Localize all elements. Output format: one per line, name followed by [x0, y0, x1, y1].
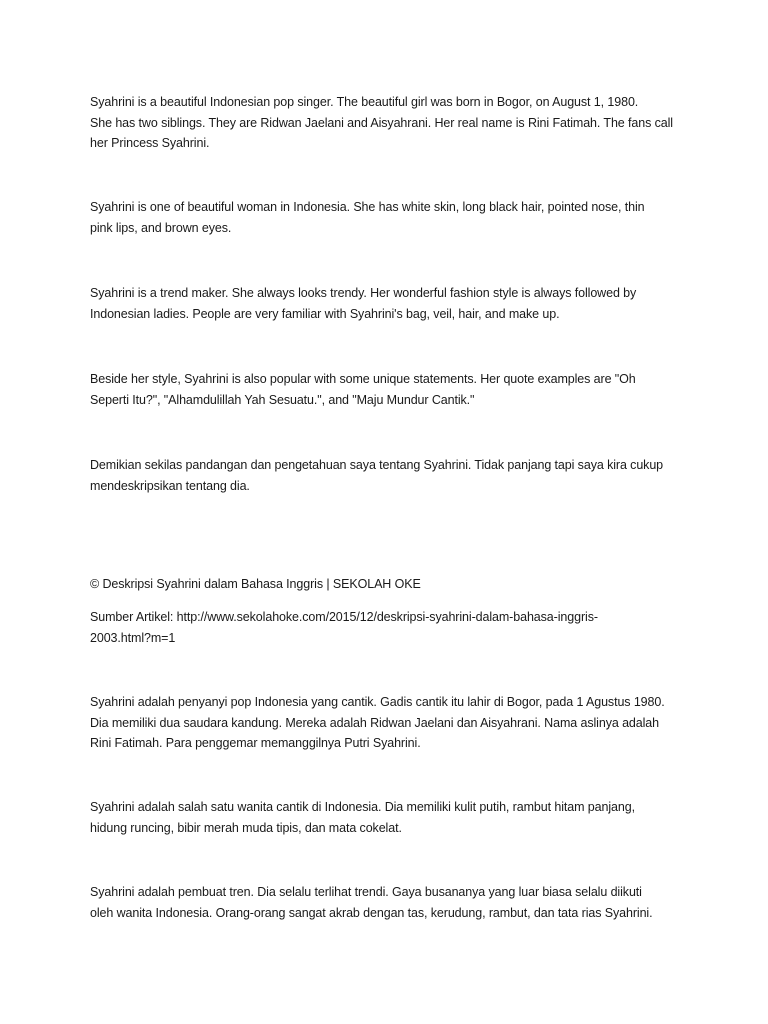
text-line: © Deskripsi Syahrini dalam Bahasa Inggris | SEKOLAH OKE — [90, 577, 421, 591]
text-line: Beside her style, Syahrini is also popular with some unique statements. Her quote examples are "Oh — [90, 372, 636, 386]
paragraph-trend-en — [90, 283, 690, 324]
text-line: Syahrini adalah pembuat tren. Dia selalu terlihat trendi. Gaya busananya yang luar biasa selalu diikuti — [90, 885, 642, 899]
text-line: Dia memiliki dua saudara kandung. Mereka adalah Ridwan Jaelani dan Aisyahrani. Nama aslinya adalah — [90, 715, 660, 730]
text-line: Syahrini adalah penyanyi pop Indonesia yang cantik. Gadis cantik itu lahir di Bogor, pada 1 Agustus 1980. — [90, 695, 665, 709]
text-line: Syahrini is a beautiful Indonesian pop singer. The beautiful girl was born in Bogor, on August 1, 1980. — [90, 95, 639, 109]
text-line: Sumber Artikel: http://www.sekolahoke.com/2015/12/deskripsi-syahrini-dalam-bahasa-inggris- — [90, 610, 598, 624]
text-line: Syahrini is one of beautiful woman in Indonesia. She has white skin, long black hair, pointed nose, thin — [90, 200, 645, 214]
text-line: pink lips, and brown eyes. — [90, 220, 232, 235]
source-link — [90, 607, 690, 648]
text-line: 2003.html?m=1 — [90, 630, 176, 645]
text-line: her Princess Syahrini. — [90, 136, 210, 150]
text-line: Demikian sekilas pandangan dan pengetahuan saya tentang Syahrini. Tidak panjang tapi saya kira cukup — [90, 458, 664, 472]
text-line: Seperti Itu?", "Alhamdulillah Yah Sesuatu.", and "Maju Mundur Cantik." — [90, 392, 475, 407]
text-line: Rini Fatimah. Para penggemar memanggilnya Putri Syahrini. — [90, 736, 421, 750]
paragraph-trend-id — [90, 882, 690, 923]
text-line: She has two siblings. They are Ridwan Jaelani and Aisyahrani. Her real name is Rini Fatimah. The fans call — [90, 115, 673, 130]
paragraph-intro-id — [90, 692, 690, 754]
text-line: mendeskripsikan tentang dia. — [90, 478, 250, 493]
paragraph-intro-en — [90, 92, 690, 154]
paragraph-closing-id — [90, 455, 690, 496]
text-line: oleh wanita Indonesia. Orang-orang sangat akrab dengan tas, kerudung, rambut, dan tata rias Syahrini. — [90, 905, 653, 920]
text-line: hidung runcing, bibir merah muda tipis, dan mata cokelat. — [90, 820, 402, 835]
paragraph-quotes-en — [90, 369, 690, 410]
paragraph-appearance-id — [90, 797, 690, 838]
text-line: Indonesian ladies. People are very familiar with Syahrini's bag, veil, hair, and make up. — [90, 306, 560, 321]
copyright-notice — [90, 574, 690, 595]
paragraph-appearance-en — [90, 197, 690, 238]
text-line: Syahrini is a trend maker. She always looks trendy. Her wonderful fashion style is always followed by — [90, 286, 637, 300]
text-line: Syahrini adalah salah satu wanita cantik di Indonesia. Dia memiliki kulit putih, rambut hitam panjang, — [90, 800, 635, 814]
